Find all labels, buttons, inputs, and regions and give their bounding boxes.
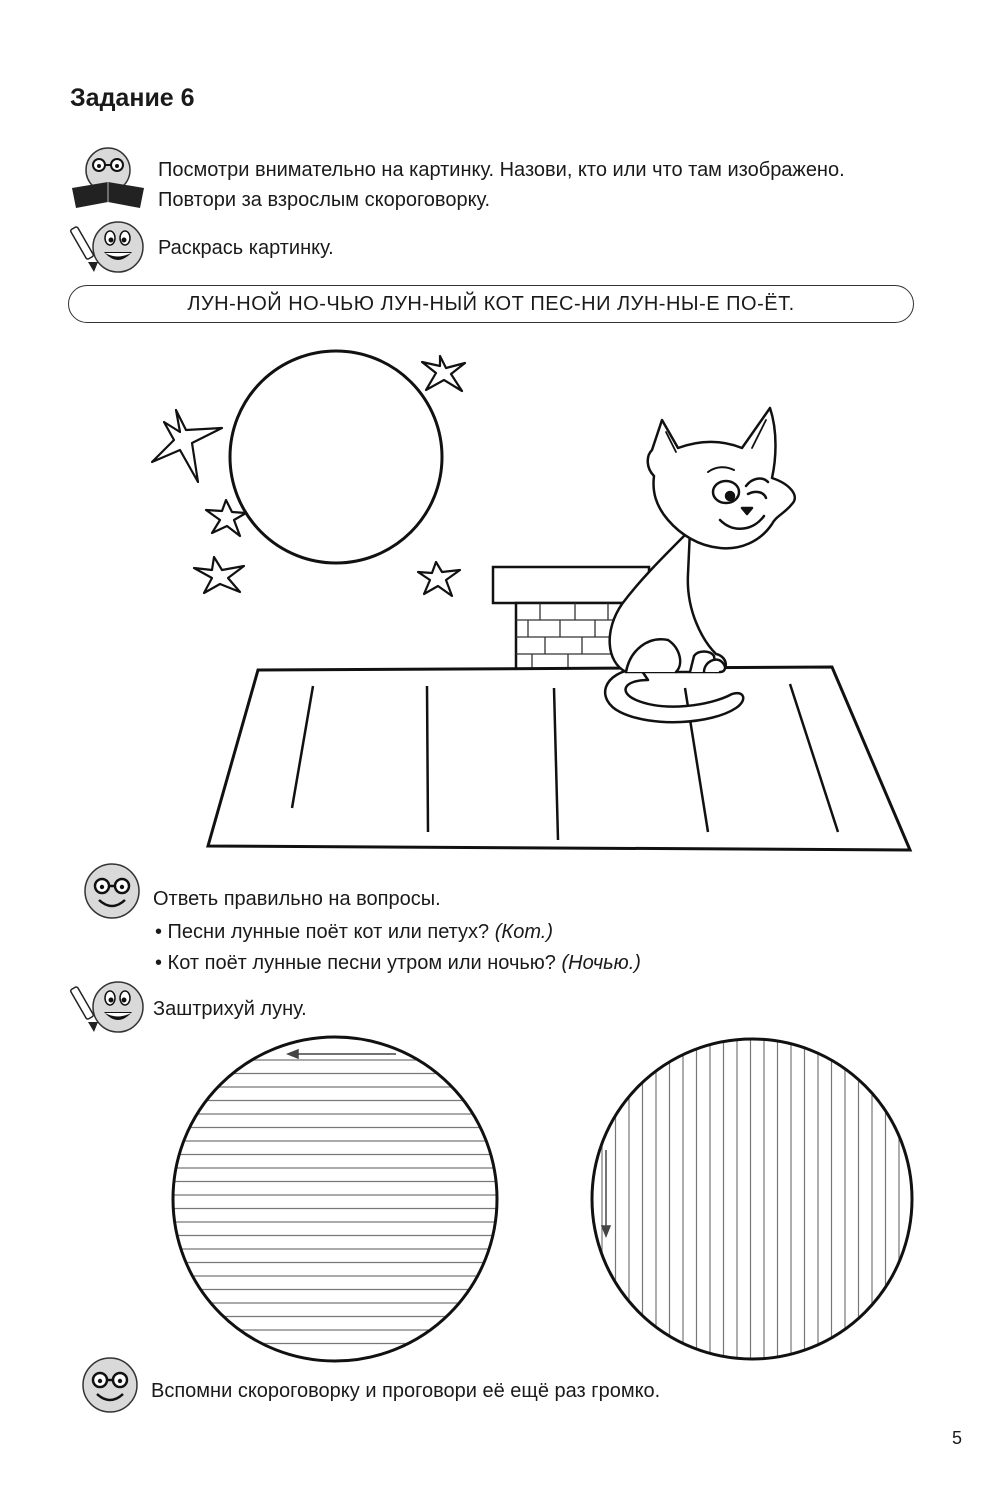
instruction-look — [158, 155, 845, 215]
glasses-smiley-icon — [80, 1356, 140, 1414]
question-item — [155, 917, 641, 948]
tongue-twister-box — [68, 285, 914, 323]
moon-outline — [230, 351, 442, 563]
star-icon — [152, 410, 222, 482]
instruction-look-line2: Повтори за взрослым скороговорку. — [158, 189, 491, 211]
tongue-twister-text: ЛУН-НОЙ НО-ЧЬЮ ЛУН-НЫЙ КОТ ПЕС-НИ ЛУН-НЫ-Е ПО-ЁТ. — [187, 292, 795, 315]
instruction-look-line1: Посмотри внимательно на картинку. Назови, кто или что там изображено. — [158, 159, 845, 181]
instruction-answer: Ответь правильно на вопросы. — [153, 888, 441, 910]
page-number: 5 — [952, 1428, 963, 1448]
instruction-shade: Заштрихуй луну. — [153, 998, 307, 1020]
roof — [208, 667, 910, 850]
glasses-smiley-icon — [82, 862, 142, 920]
star-icon — [418, 562, 460, 596]
star-icon — [206, 500, 246, 536]
pencil-smiley-icon — [74, 220, 152, 276]
questions-list — [155, 917, 641, 979]
star-icon — [194, 557, 244, 593]
question-item — [155, 948, 641, 979]
moon-circle-vertical — [592, 1039, 912, 1359]
pencil-smiley-icon — [74, 980, 152, 1036]
instruction-color: Раскрась картинку. — [158, 237, 334, 259]
task-title: Задание 6 — [70, 84, 195, 112]
reading-smiley-icon — [68, 144, 150, 214]
question-answer: (Кот.) — [494, 921, 553, 943]
star-icon — [422, 356, 465, 391]
arrow-left-icon — [288, 1050, 396, 1058]
instruction-recall: Вспомни скороговорку и проговори её ещё раз громко. — [151, 1380, 661, 1402]
shading-circles — [0, 1030, 1000, 1370]
moon-circle-horizontal — [173, 1037, 497, 1361]
horizontal-shading-lines — [160, 1060, 510, 1344]
question-text: • Кот поёт лунные песни утром или ночью? — [155, 952, 556, 974]
question-text: • Песни лунные поёт кот или петух? — [155, 921, 490, 943]
arrow-down-icon — [602, 1150, 610, 1236]
coloring-picture — [0, 340, 1000, 860]
question-answer: (Ночью.) — [561, 952, 641, 974]
